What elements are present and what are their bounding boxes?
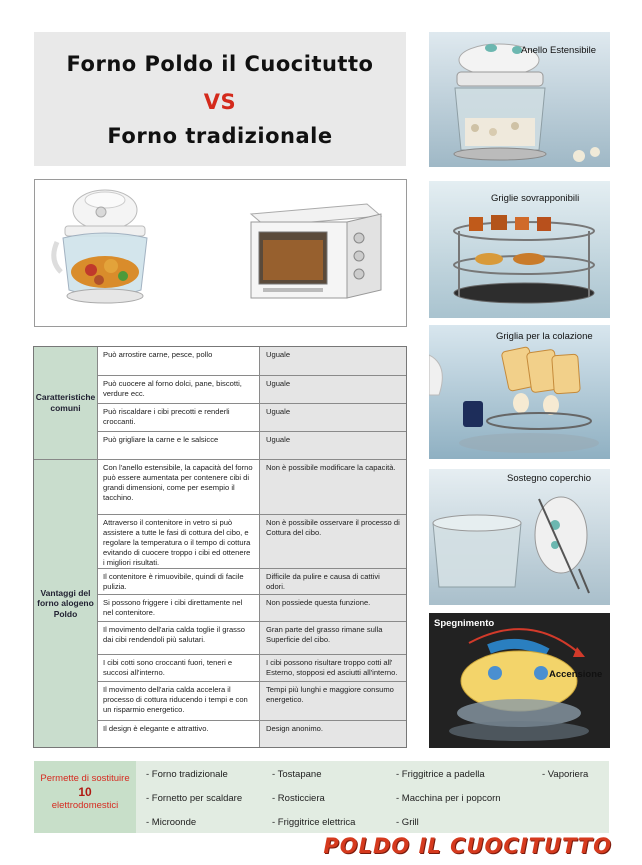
cell-traditional: Gran parte del grasso rimane sulla Superficie del cibo. bbox=[260, 622, 406, 654]
appliance-item: - Friggitrice a padella bbox=[396, 769, 485, 780]
category-common-features: Caratteristiche comuni bbox=[34, 347, 98, 460]
table-row bbox=[98, 569, 406, 595]
cell-traditional: Non è possibile osservare il processo di Cottura del cibo. bbox=[260, 515, 406, 568]
panel-power-switch bbox=[429, 613, 610, 748]
cell-traditional: Uguale bbox=[260, 404, 406, 431]
cell-traditional: Non è possibile modificare la capacità. bbox=[260, 460, 406, 514]
table-row bbox=[98, 460, 406, 515]
halogen-oven-image bbox=[54, 190, 147, 303]
replace-line-1: Permette di sostituire bbox=[40, 773, 130, 784]
cell-poldo: Può grigliare la carne e le salsicce bbox=[98, 432, 260, 459]
appliance-item: - Macchina per i popcorn bbox=[396, 793, 501, 804]
appliance-item: - Tostapane bbox=[272, 769, 322, 780]
panel-stackable-grills bbox=[429, 181, 610, 318]
panel-label-switch-on: Accensione bbox=[549, 669, 603, 680]
panel-label-extensible-ring: Anello Estensibile bbox=[521, 45, 596, 56]
appliance-item: - Fornetto per scaldare bbox=[146, 793, 243, 804]
panel-label-switch-off: Spegnimento bbox=[434, 618, 495, 629]
comparison-table bbox=[33, 346, 407, 748]
table-row bbox=[98, 655, 406, 682]
cell-poldo: Con l'anello estensibile, la capacità del forno può essere aumentata per contenere cibi di grandi dimensioni, come per esempio il tacchino. bbox=[98, 460, 260, 514]
cell-poldo: Può arrostire carne, pesce, pollo bbox=[98, 347, 260, 375]
replace-count: 10 bbox=[78, 784, 92, 799]
appliance-item: - Forno tradizionale bbox=[146, 769, 228, 780]
title-vs: VS bbox=[203, 90, 237, 114]
cell-traditional: Design anonimo. bbox=[260, 721, 406, 747]
cell-traditional: Difficile da pulire e causa di cattivi odori. bbox=[260, 569, 406, 594]
cell-poldo: Attraverso il contenitore in vetro si può assistere a tutte le fasi di cottura del cibo, e regolare la temperatura o il tempo di cottura evitando di cuocere troppo i cibi ed ottenere i migliori risultati. bbox=[98, 515, 260, 568]
table-row bbox=[98, 721, 406, 747]
appliance-item: - Friggitrice elettrica bbox=[272, 817, 356, 828]
cell-poldo: Il movimento dell'aria calda accelera il processo di cottura riducendo i tempi e con un risparmio energetico. bbox=[98, 682, 260, 720]
cell-traditional: Uguale bbox=[260, 432, 406, 459]
cell-poldo: Può cuocere al forno dolci, pane, biscotti, verdure ecc. bbox=[98, 376, 260, 403]
appliance-item: - Rosticciera bbox=[272, 793, 325, 804]
title-line-3: Forno tradizionale bbox=[107, 124, 333, 148]
table-row bbox=[98, 622, 406, 655]
cell-traditional: Tempi più lunghi e maggiore consumo energetico. bbox=[260, 682, 406, 720]
cell-traditional: I cibi possono risultare troppo cotti all' Esterno, stopposi ed asciutti all'interno. bbox=[260, 655, 406, 681]
brand-logo-text: POLDO IL CUOCITUTTO bbox=[323, 834, 612, 858]
cell-poldo: I cibi cotti sono croccanti fuori, teneri e succosi all'interno. bbox=[98, 655, 260, 681]
panel-extensible-ring bbox=[429, 32, 610, 167]
replace-box bbox=[34, 761, 136, 833]
cell-poldo: Può riscaldare i cibi precotti e renderli croccanti. bbox=[98, 404, 260, 431]
appliance-item: - Grill bbox=[396, 817, 419, 828]
panel-breakfast-grill bbox=[429, 325, 610, 459]
table-row bbox=[98, 682, 406, 721]
replace-line-2: elettrodomestici bbox=[51, 799, 119, 811]
table-row bbox=[98, 432, 406, 460]
panel-lid-holder bbox=[429, 469, 610, 605]
panel-label-stackable-grills: Griglie sovrapponibili bbox=[491, 193, 580, 204]
title-line-1: Forno Poldo il Cuocitutto bbox=[66, 52, 374, 76]
table-row bbox=[98, 515, 406, 569]
title-box bbox=[34, 32, 406, 166]
cell-traditional: Non possiede questa funzione. bbox=[260, 595, 406, 621]
table-row bbox=[98, 347, 406, 376]
panel-label-breakfast-grill: Griglia per la colazione bbox=[496, 331, 593, 342]
cell-poldo: Il movimento dell'aria calda toglie il grasso dai cibi rendendoli più salutari. bbox=[98, 622, 260, 654]
appliances-band bbox=[34, 761, 609, 833]
appliance-item: - Microonde bbox=[146, 817, 197, 828]
category-poldo-advantages: Vantaggi del forno alogeno Poldo bbox=[34, 460, 98, 747]
panel-label-lid-holder: Sostegno coperchio bbox=[507, 473, 591, 484]
table-row bbox=[98, 404, 406, 432]
cell-traditional: Uguale bbox=[260, 347, 406, 375]
table-row bbox=[98, 376, 406, 404]
cell-poldo: Il contenitore è rimuovibile, quindi di facile pulizia. bbox=[98, 569, 260, 594]
table-row bbox=[98, 595, 406, 622]
appliance-item: - Vaporiera bbox=[542, 769, 589, 780]
cell-traditional: Uguale bbox=[260, 376, 406, 403]
product-comparison-photo bbox=[34, 179, 407, 327]
cell-poldo: Il design è elegante e attrattivo. bbox=[98, 721, 260, 747]
traditional-oven-image bbox=[251, 204, 381, 298]
cell-poldo: Si possono friggere i cibi direttamente nel nel contenitore. bbox=[98, 595, 260, 621]
